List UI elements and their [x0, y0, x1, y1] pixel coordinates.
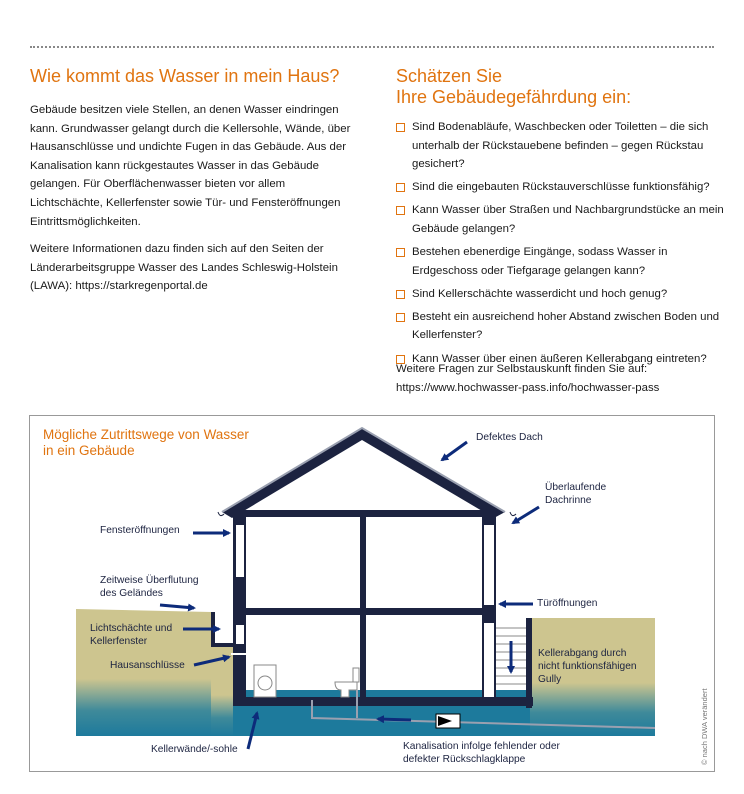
left-paragraph-2: Weitere Informationen dazu finden sich auf den Seiten der Länderarbeitsgruppe Wasser des Landes Schleswig-Holstein (LAWA): https://starkregenportal.de	[30, 243, 338, 293]
figure-title	[43, 427, 249, 459]
label-roof: Defektes Dach	[476, 432, 543, 443]
copyright: © nach DWA verändert	[700, 688, 709, 765]
question-text: Kann Wasser über einen äußeren Kellerabgang eintreten?	[412, 352, 707, 365]
label-walls: Kellerwände/-sohle	[151, 744, 238, 755]
label-flooding: Zeitweise Überflutung des Geländes	[100, 575, 199, 599]
right-title-line2: Ihre Gebäudegefährdung ein:	[396, 87, 632, 107]
question-text: Besteht ein ausreichend hoher Abstand zwischen Boden und Kellerfenster?	[412, 310, 720, 342]
label-sewer: Kanalisation infolge fehlender oder defekter Rückschlagklappe	[403, 741, 560, 765]
right-title-line1: Schätzen Sie	[396, 66, 503, 86]
question-text: Bestehen ebenerdige Eingänge, sodass Wasser in Erdgeschoss oder Tiefgarage gelangen kann?	[412, 246, 668, 277]
label-doors: Türöffnungen	[537, 598, 598, 609]
question-text: Sind die eingebauten Rückstauverschlüsse funktionsfähig?	[412, 181, 710, 194]
figure-title-line1: Mögliche Zutrittswege von Wasser	[43, 427, 249, 442]
figure-title-line2: in ein Gebäude	[43, 443, 135, 458]
arrow-icon	[513, 507, 539, 523]
label-gutter: Überlaufende Dachrinne	[545, 482, 607, 506]
backflow-valve-icon	[436, 714, 460, 728]
label-windows: Fensteröffnungen	[100, 525, 180, 536]
label-lightwells: Lichtschächte und Kellerfenster	[90, 623, 173, 647]
right-footer: Weitere Fragen zur Selbstauskunft finden Sie auf: https://www.hochwasser-pass.info/hochwasser-pass	[396, 363, 660, 394]
washing-machine-icon	[254, 665, 276, 697]
label-connections: Hausanschlüsse	[110, 660, 185, 671]
left-title: Wie kommt das Wasser in mein Haus?	[30, 66, 340, 86]
label-stairs: Kellerabgang durch nicht funktionsfähigen Gully	[538, 648, 637, 685]
arrow-icon	[442, 442, 467, 460]
question-text: Kann Wasser über Straßen und Nachbargrundstücke an mein Gebäude gelangen?	[412, 204, 724, 235]
arrow-icon	[378, 719, 411, 720]
question-text: Sind Bodenabläufe, Waschbecken oder Toiletten – die sich unterhalb der Rückstauebene befinden – gegen Rückstau gesichert?	[412, 121, 709, 171]
arrow-icon	[160, 605, 194, 608]
question-text: Sind Kellerschächte wasserdicht und hoch genug?	[412, 287, 668, 300]
left-paragraph-1: Gebäude besitzen viele Stellen, an denen Wasser eindringen kann. Grundwasser gelangt durch die Kellersohle, Wände, über Hausanschlüsse und undichte Fugen in das Gebäude. Aus der Kanalisation kann rückgestautes Wasser in das Gebäude gelangen. Für Oberflächenwasser bieten vor allem Lichtschächte, Kellerfenster sowie Tür- und Fensteröffnungen Eintrittsmöglichkeiten.	[30, 104, 351, 228]
